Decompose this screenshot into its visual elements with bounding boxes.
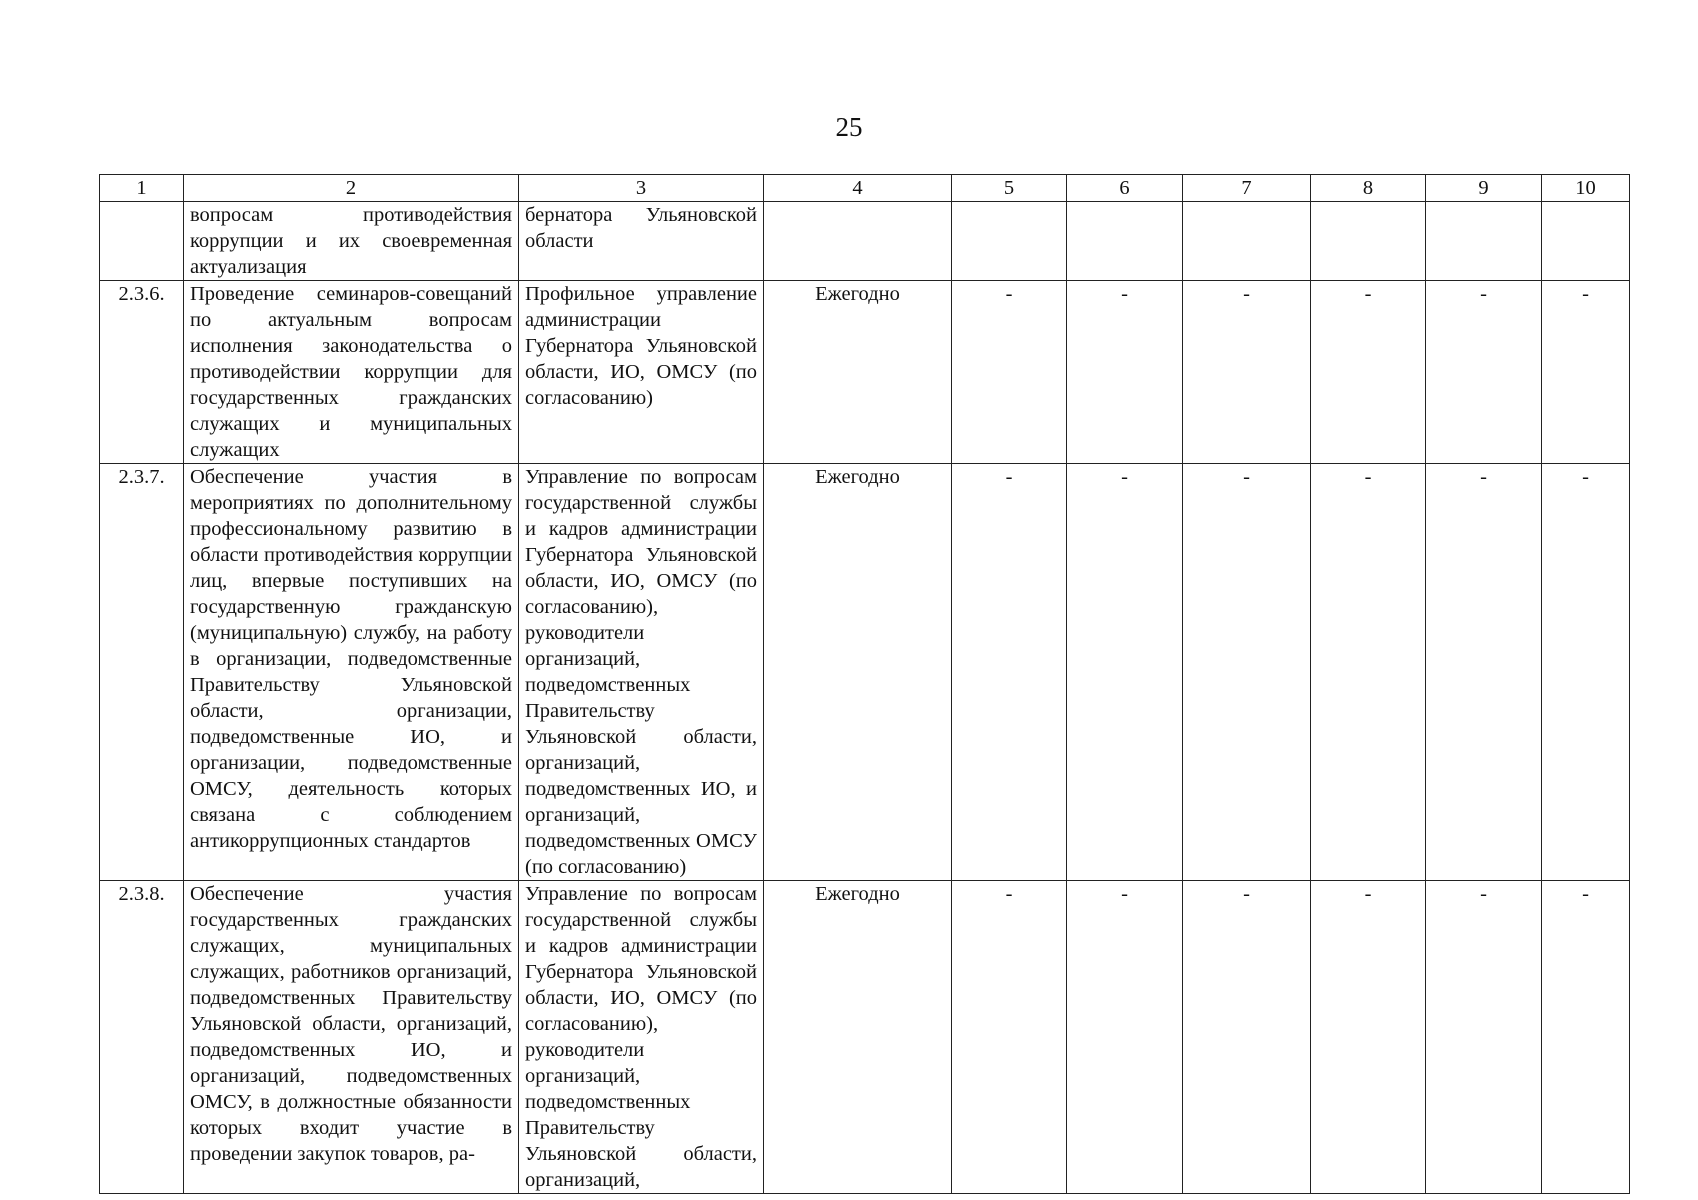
- value-cell: [1183, 202, 1311, 281]
- period-cell: [764, 202, 952, 281]
- activity-cell: Обеспечение участия в мероприятиях по дополнительному профессиональному развитию в области противодействия коррупции лиц, впервые поступивших на государственную гражданскую (муниципальную) службу, на работу в организации, подведомственные Правительству Ульяновской области, организации, подведомственные ИО, и организации, подведомственные ОМСУ, деятельность которых связана с соблюдением антикоррупционных стандартов: [184, 464, 519, 881]
- page-number: 25: [835, 112, 863, 142]
- value-cell: -: [952, 281, 1067, 464]
- item-number: 2.3.6.: [100, 281, 184, 464]
- table-row: [100, 202, 1630, 281]
- value-cell: -: [1426, 281, 1542, 464]
- value-cell: -: [952, 464, 1067, 881]
- period-cell: Ежегодно: [764, 281, 952, 464]
- column-header: 1: [100, 175, 184, 202]
- value-cell: [1311, 202, 1426, 281]
- period-cell: Ежегодно: [764, 881, 952, 1194]
- value-cell: -: [1311, 881, 1426, 1194]
- table-row: [100, 281, 1630, 464]
- value-cell: -: [1311, 281, 1426, 464]
- value-cell: -: [1067, 281, 1183, 464]
- column-header: 2: [184, 175, 519, 202]
- table-row: [100, 881, 1630, 1194]
- value-cell: -: [1067, 881, 1183, 1194]
- column-header: 7: [1183, 175, 1311, 202]
- item-number: 2.3.8.: [100, 881, 184, 1194]
- value-cell: -: [1311, 464, 1426, 881]
- value-cell: -: [1183, 464, 1311, 881]
- period-cell: Ежегодно: [764, 464, 952, 881]
- plan-table-container: [99, 174, 1629, 1194]
- value-cell: -: [1067, 464, 1183, 881]
- activity-cell: вопросам противодействия коррупции и их своевременная актуализация: [184, 202, 519, 281]
- value-cell: -: [1426, 464, 1542, 881]
- item-number: 2.3.7.: [100, 464, 184, 881]
- responsible-cell: Управление по вопросам государственной службы и кадров администрации Губернатора Ульяновской области, ИО, ОМСУ (по согласованию), руководители организаций, подведомственных Правительству Ульяновской области, организаций, подведомственных ИО, и организаций, подведомственных ОМСУ (по согласованию): [519, 464, 764, 881]
- value-cell: -: [1183, 281, 1311, 464]
- header-row: [100, 175, 1630, 202]
- value-cell: -: [1542, 881, 1630, 1194]
- column-header: 4: [764, 175, 952, 202]
- value-cell: [1542, 202, 1630, 281]
- responsible-cell: Профильное управление администрации Губернатора Ульяновской области, ИО, ОМСУ (по согласованию): [519, 281, 764, 464]
- column-header: 3: [519, 175, 764, 202]
- responsible-cell: бернатора Ульяновской области: [519, 202, 764, 281]
- value-cell: -: [1183, 881, 1311, 1194]
- value-cell: -: [1542, 464, 1630, 881]
- value-cell: -: [952, 881, 1067, 1194]
- column-header: 6: [1067, 175, 1183, 202]
- activity-cell: Обеспечение участия государственных гражданских служащих, муниципальных служащих, работников организаций, подведомственных Правительству Ульяновской области, организаций, подведомственных ИО, и организаций, подведомственных ОМСУ, в должностные обязанности которых входит участие в проведении закупок товаров, ра-: [184, 881, 519, 1194]
- value-cell: [1426, 202, 1542, 281]
- item-number: [100, 202, 184, 281]
- value-cell: -: [1542, 281, 1630, 464]
- value-cell: [1067, 202, 1183, 281]
- value-cell: -: [1426, 881, 1542, 1194]
- value-cell: [952, 202, 1067, 281]
- column-header: 10: [1542, 175, 1630, 202]
- column-header: 8: [1311, 175, 1426, 202]
- plan-table: [99, 174, 1630, 1194]
- column-header: 5: [952, 175, 1067, 202]
- activity-cell: Проведение семинаров-совещаний по актуальным вопросам исполнения законодательства о противодействии коррупции для государственных гражданских служащих и муниципальных служащих: [184, 281, 519, 464]
- table-row: [100, 464, 1630, 881]
- column-header: 9: [1426, 175, 1542, 202]
- responsible-cell: Управление по вопросам государственной службы и кадров администрации Губернатора Ульяновской области, ИО, ОМСУ (по согласованию), руководители организаций, подведомственных Правительству Ульяновской области, организаций,: [519, 881, 764, 1194]
